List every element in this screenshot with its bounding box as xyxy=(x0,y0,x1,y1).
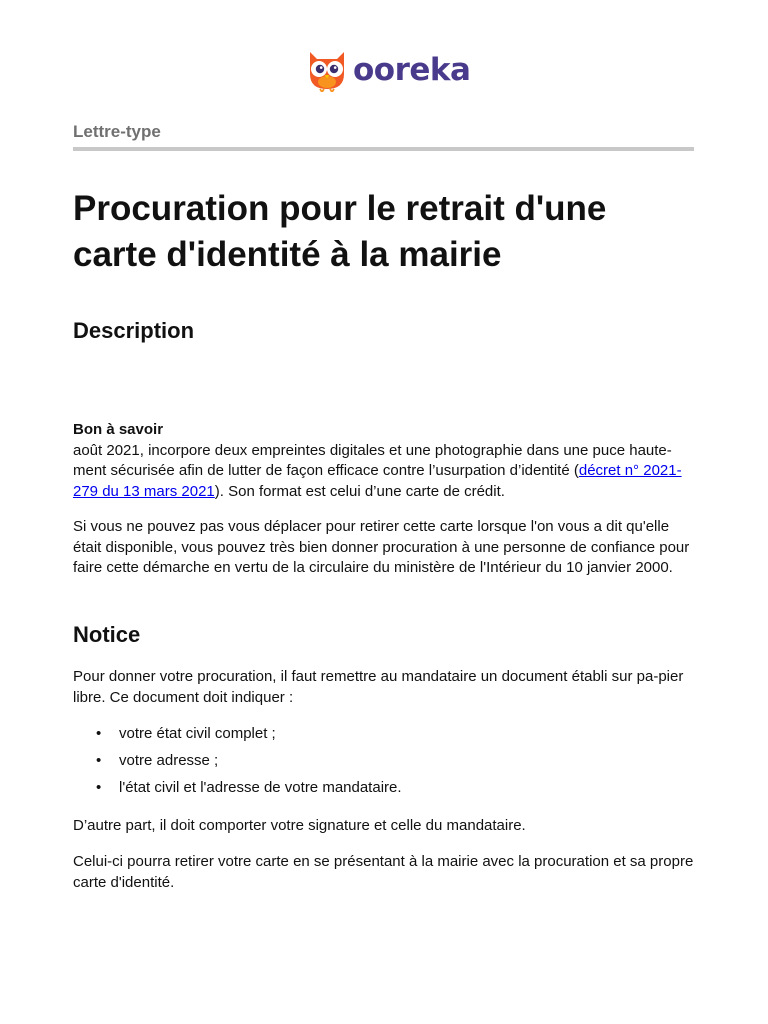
notice-intro-paragraph: Pour donner votre procuration, il faut remettre au mandataire un document établi sur pa-pier libre. Ce document doit indiquer : xyxy=(73,668,684,706)
bullet-icon: • xyxy=(96,779,102,796)
list-item-text: l'état civil et l'adresse de votre mandataire. xyxy=(119,779,402,796)
page-title: Procuration pour le retrait d'une carte d'identité à la mairie xyxy=(73,189,607,274)
decret-link[interactable]: décret n° 2021-279 du 13 mars 2021 xyxy=(73,462,682,500)
ooreka-logo[interactable] xyxy=(306,48,470,92)
notice-list xyxy=(73,723,694,804)
brand-name: ooreka xyxy=(353,52,471,88)
list-item-text: votre état civil complet ; xyxy=(119,725,276,742)
owl-icon xyxy=(306,48,348,92)
list-item xyxy=(73,723,694,750)
category-label: Lettre-type xyxy=(73,122,161,141)
list-item xyxy=(73,777,694,804)
procuration-paragraph: Si vous ne pouvez pas vous déplacer pour retirer cette carte lorsque l'on vous a dit qu'elle était disponible, vous pouvez très bien donner procuration à une personne de confiance pour faire cette démarche en vertu de la circulaire du ministère de l'Intérieur du 10 janvier 2000. xyxy=(73,518,690,576)
header-divider xyxy=(73,147,694,151)
bullet-icon: • xyxy=(96,752,102,769)
list-item-text: votre adresse ; xyxy=(119,752,219,769)
list-item xyxy=(73,750,694,777)
bon-a-savoir-label: Bon à savoir xyxy=(73,421,164,438)
bon-a-savoir-block xyxy=(73,420,694,502)
bon-a-savoir-text-end: ). Son format est celui d’une carte de crédit. xyxy=(214,482,505,500)
final-paragraph: Celui-ci pourra retirer votre carte en se présentant à la mairie avec la procuration et sa propre carte d'identité. xyxy=(73,853,694,891)
section-heading-notice: Notice xyxy=(73,622,141,647)
bon-a-savoir-text: août 2021, incorpore deux empreintes digitales et une photographie dans une puce haute-ment sécurisée afin de lutter de façon efficace contre l’usurpation d’identité ( xyxy=(73,441,672,479)
bullet-icon: • xyxy=(96,725,102,742)
signature-paragraph: D’autre part, il doit comporter votre signature et celle du mandataire. xyxy=(73,817,526,834)
section-heading-description: Description xyxy=(73,318,195,343)
